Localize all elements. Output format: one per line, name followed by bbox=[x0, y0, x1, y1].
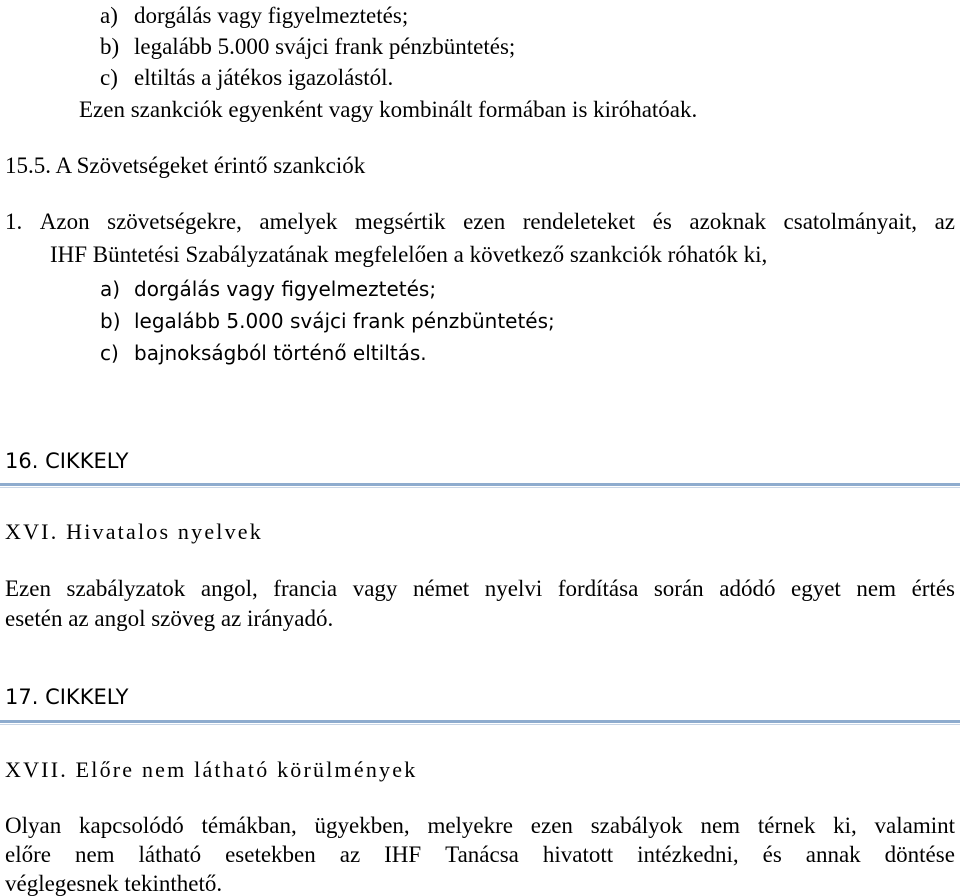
list-item bbox=[100, 343, 427, 363]
paragraph-line: véglegesnek tekinthető. bbox=[5, 871, 223, 896]
paragraph-line: IHF Büntetési Szabályzatának megfelelően a következő szankciók róhatók ki, bbox=[50, 242, 768, 267]
paragraph-line: 1. Azon szövetségekre, amelyek megsértik ezen rendeleteket és azoknak csatolmányait, az bbox=[5, 209, 955, 234]
list-item bbox=[100, 4, 408, 27]
list-item bbox=[100, 279, 436, 299]
list-text: legalább 5.000 svájci frank pénzbüntetés; bbox=[134, 34, 516, 59]
article-subheading: XVII. Előre nem látható körülmények bbox=[5, 757, 418, 782]
list-label: c) bbox=[100, 65, 118, 90]
list-label: c) bbox=[100, 341, 119, 365]
list-text: bajnokságból történő eltiltás. bbox=[134, 341, 427, 365]
sanctions-note: Ezen szankciók egyenként vagy kombinált formában is kiróhatóak. bbox=[79, 97, 698, 122]
heading-rule bbox=[0, 483, 960, 486]
list-item bbox=[100, 66, 393, 89]
heading-rule bbox=[0, 720, 960, 723]
paragraph-line: előre nem látható esetekben az IHF Tanácsa hivatott intézkedni, és annak döntése bbox=[5, 842, 955, 867]
section-heading: 15.5. A Szövetségeket érintő szankciók bbox=[5, 153, 366, 178]
list-label: b) bbox=[100, 34, 120, 59]
list-text: dorgálás vagy figyelmeztetés; bbox=[134, 277, 437, 301]
list-label: a) bbox=[100, 277, 121, 301]
paragraph-line: Ezen szabályzatok angol, francia vagy német nyelvi fordítása során adódó egyet nem értés bbox=[5, 576, 955, 601]
paragraph-line: esetén az angol szöveg az irányadó. bbox=[5, 606, 334, 631]
article-subheading: XVI. Hivatalos nyelvek bbox=[5, 519, 263, 544]
list-label: b) bbox=[100, 309, 121, 333]
paragraph-line: Olyan kapcsolódó témákban, ügyekben, melyekre ezen szabályok nem térnek ki, valamint bbox=[5, 813, 956, 838]
article-heading: 16. CIKKELY bbox=[5, 449, 129, 473]
list-text: dorgálás vagy figyelmeztetés; bbox=[134, 3, 409, 28]
list-item bbox=[100, 311, 555, 331]
list-label: a) bbox=[100, 3, 118, 28]
list-text: legalább 5.000 svájci frank pénzbüntetés; bbox=[134, 309, 555, 333]
list-item bbox=[100, 35, 515, 58]
list-text: eltiltás a játékos igazolástól. bbox=[134, 65, 394, 90]
article-heading: 17. CIKKELY bbox=[5, 685, 129, 709]
